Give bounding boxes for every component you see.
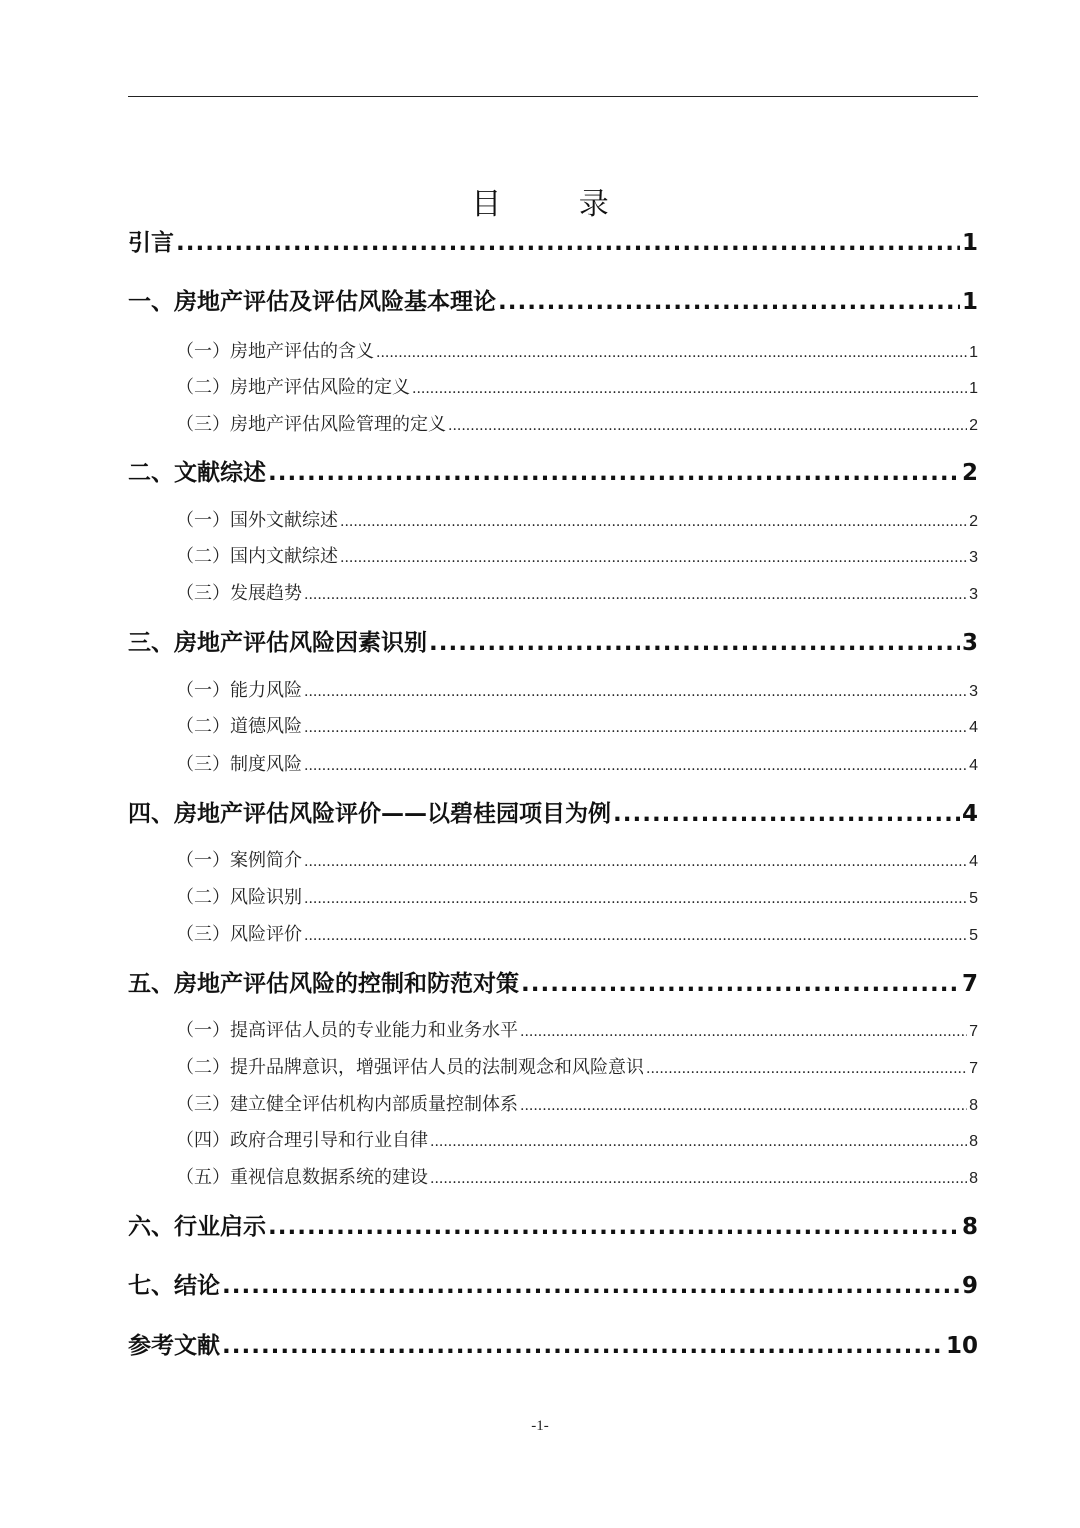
toc-entry-4-1[interactable] bbox=[128, 847, 978, 875]
dot-leader bbox=[429, 626, 960, 660]
toc-entry-page: 4 bbox=[961, 801, 978, 827]
toc-entry-page: 5 bbox=[969, 890, 978, 907]
toc-entry-label: （二）提升品牌意识，增强评估人员的法制观念和风险意识 bbox=[176, 1057, 644, 1078]
toc-entry-chapter-4[interactable] bbox=[128, 797, 978, 831]
toc-entry-page: 3 bbox=[969, 586, 978, 603]
toc-entry-label: （三）制度风险 bbox=[176, 754, 302, 775]
toc-entry-page: 3 bbox=[961, 630, 978, 656]
toc-entry-2-3[interactable] bbox=[128, 580, 978, 608]
footer-page-number: -1- bbox=[531, 1418, 549, 1434]
toc-entry-3-1[interactable] bbox=[128, 677, 978, 705]
toc-entry-5-2[interactable] bbox=[128, 1054, 978, 1082]
toc-entry-page: 10 bbox=[945, 1333, 978, 1359]
toc-entry-label: （二）道德风险 bbox=[176, 716, 302, 737]
dot-leader bbox=[268, 456, 960, 490]
toc-entry-chapter-5[interactable] bbox=[128, 967, 978, 1001]
toc-entry-label: （三）发展趋势 bbox=[176, 583, 302, 604]
toc-entry-page: 2 bbox=[969, 417, 978, 434]
toc-entry-label: （一）案例简介 bbox=[176, 850, 302, 871]
dot-leader bbox=[412, 375, 967, 403]
toc-entry-page: 4 bbox=[969, 719, 978, 736]
toc-entry-references[interactable] bbox=[128, 1329, 978, 1363]
dot-leader bbox=[646, 1055, 967, 1083]
toc-entry-5-1[interactable] bbox=[128, 1017, 978, 1045]
toc-entry-chapter-2[interactable] bbox=[128, 456, 978, 490]
toc-entry-5-4[interactable] bbox=[128, 1127, 978, 1155]
toc-entry-page: 2 bbox=[961, 460, 978, 486]
toc-entry-label: 二、文献综述 bbox=[128, 460, 266, 486]
toc-entry-5-5[interactable] bbox=[128, 1164, 978, 1192]
dot-leader bbox=[340, 544, 967, 572]
toc-entry-label: 三、房地产评估风险因素识别 bbox=[128, 630, 427, 656]
toc-entry-page: 7 bbox=[969, 1060, 978, 1077]
dot-leader bbox=[222, 1329, 944, 1363]
toc-entry-label: （五）重视信息数据系统的建设 bbox=[176, 1167, 428, 1188]
toc-entry-page: 8 bbox=[969, 1097, 978, 1114]
dot-leader bbox=[613, 797, 960, 831]
dot-leader bbox=[520, 1018, 967, 1046]
toc-entry-label: （三）建立健全评估机构内部质量控制体系 bbox=[176, 1094, 518, 1115]
toc-entry-4-3[interactable] bbox=[128, 921, 978, 949]
dot-leader bbox=[304, 714, 967, 742]
toc-entry-label: （一）能力风险 bbox=[176, 680, 302, 701]
toc-entry-page: 5 bbox=[969, 927, 978, 944]
toc-entry-label: （二）国内文献综述 bbox=[176, 546, 338, 567]
toc-entry-page: 7 bbox=[969, 1023, 978, 1040]
dot-leader bbox=[498, 285, 960, 319]
toc-entry-label: （一）提高评估人员的专业能力和业务水平 bbox=[176, 1020, 518, 1041]
toc-entry-3-3[interactable] bbox=[128, 751, 978, 779]
toc-entry-label: （二）风险识别 bbox=[176, 887, 302, 908]
dot-leader bbox=[430, 1165, 967, 1193]
toc-entry-label: （一）房地产评估的含义 bbox=[176, 341, 374, 362]
toc-entry-2-2[interactable] bbox=[128, 543, 978, 571]
toc-entry-label: （三）房地产评估风险管理的定义 bbox=[176, 414, 446, 435]
toc-entry-label: （二）房地产评估风险的定义 bbox=[176, 377, 410, 398]
dot-leader bbox=[304, 678, 967, 706]
toc-entry-page: 8 bbox=[969, 1170, 978, 1187]
toc-entry-page: 3 bbox=[969, 549, 978, 566]
dot-leader bbox=[304, 581, 967, 609]
dot-leader bbox=[520, 1092, 967, 1120]
toc-entry-page: 2 bbox=[969, 513, 978, 530]
toc-entry-page: 8 bbox=[961, 1214, 978, 1240]
toc-entry-1-1[interactable] bbox=[128, 338, 978, 366]
dot-leader bbox=[304, 885, 967, 913]
dot-leader bbox=[268, 1210, 960, 1244]
dot-leader bbox=[304, 848, 967, 876]
toc-entry-chapter-1[interactable] bbox=[128, 285, 978, 319]
dot-leader bbox=[521, 967, 960, 1001]
dot-leader bbox=[340, 508, 967, 536]
dot-leader bbox=[376, 339, 967, 367]
toc-entry-label: 五、房地产评估风险的控制和防范对策 bbox=[128, 971, 519, 997]
toc-entry-label: 引言 bbox=[128, 230, 174, 256]
dot-leader bbox=[448, 412, 967, 440]
toc-entry-chapter-7[interactable] bbox=[128, 1269, 978, 1303]
toc-entry-label: 四、房地产评估风险评价——以碧桂园项目为例 bbox=[128, 801, 611, 827]
toc-entry-label: 参考文献 bbox=[128, 1333, 220, 1359]
dot-leader bbox=[430, 1128, 967, 1156]
toc-entry-1-3[interactable] bbox=[128, 411, 978, 439]
dot-leader bbox=[222, 1269, 960, 1303]
header-rule bbox=[128, 96, 978, 97]
toc-entry-label: （四）政府合理引导和行业自律 bbox=[176, 1130, 428, 1151]
toc-entry-label: 七、结论 bbox=[128, 1273, 220, 1299]
toc-entry-page: 4 bbox=[969, 757, 978, 774]
toc-entry-5-3[interactable] bbox=[128, 1091, 978, 1119]
toc-entry-4-2[interactable] bbox=[128, 884, 978, 912]
toc-entry-3-2[interactable] bbox=[128, 713, 978, 741]
toc-entry-1-2[interactable] bbox=[128, 374, 978, 402]
toc-entry-page: 7 bbox=[961, 971, 978, 997]
toc-entry-chapter-6[interactable] bbox=[128, 1210, 978, 1244]
toc-entry-page: 9 bbox=[961, 1273, 978, 1299]
toc-entry-label: （三）风险评价 bbox=[176, 924, 302, 945]
toc-entry-page: 8 bbox=[969, 1133, 978, 1150]
toc-entry-page: 1 bbox=[961, 289, 978, 315]
page-title: 目 录 bbox=[471, 187, 643, 223]
dot-leader bbox=[304, 922, 967, 950]
toc-entry-label: 六、行业启示 bbox=[128, 1214, 266, 1240]
toc-entry-label: （一）国外文献综述 bbox=[176, 510, 338, 531]
toc-entry-page: 3 bbox=[969, 683, 978, 700]
toc-entry-intro[interactable] bbox=[128, 226, 978, 260]
toc-entry-chapter-3[interactable] bbox=[128, 626, 978, 660]
toc-entry-label: 一、房地产评估及评估风险基本理论 bbox=[128, 289, 496, 315]
toc-entry-page: 1 bbox=[969, 344, 978, 361]
dot-leader bbox=[176, 226, 960, 260]
toc-entry-page: 1 bbox=[969, 380, 978, 397]
dot-leader bbox=[304, 752, 967, 780]
toc-entry-2-1[interactable] bbox=[128, 507, 978, 535]
toc-entry-page: 4 bbox=[969, 853, 978, 870]
toc-entry-page: 1 bbox=[961, 230, 978, 256]
